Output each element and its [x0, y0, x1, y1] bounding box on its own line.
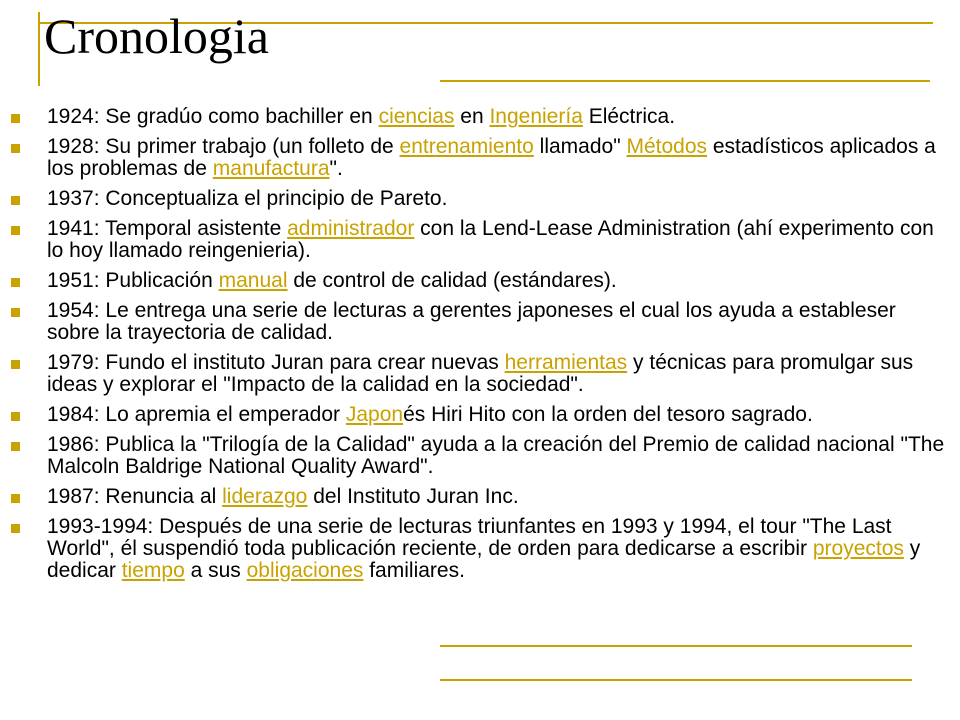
- page-title: Cronologia: [44, 8, 269, 64]
- item-text: del Instituto Juran Inc.: [307, 485, 519, 508]
- accent-bottom-line-2: [440, 679, 912, 681]
- square-bullet-icon: [11, 308, 20, 317]
- hyperlink[interactable]: liderazgo: [222, 485, 308, 508]
- square-bullet-icon: [11, 144, 20, 153]
- item-text: 1928: Su primer trabajo (un folleto de: [47, 135, 400, 158]
- item-text: 1986: Publica la "Trilogía de la Calidad" ayuda a la creación del Premio de calidad nacional "The Malcoln Baldrige National Quality Award".: [47, 433, 945, 478]
- list-item: [6, 300, 952, 344]
- hyperlink[interactable]: Métodos: [626, 135, 708, 158]
- item-text: de control de calidad (estándares).: [287, 269, 617, 292]
- square-bullet-icon: [11, 442, 20, 451]
- accent-bottom-line: [440, 645, 912, 647]
- square-bullet-icon: [11, 278, 20, 287]
- item-text: familiares.: [363, 559, 465, 582]
- item-text: 1979: Fundo el instituto Juran para crear nuevas: [47, 351, 505, 374]
- item-text: 1937: Conceptualiza el principio de Pareto.: [47, 187, 448, 210]
- item-text: estadísticos aplicados a los problemas de: [47, 135, 936, 180]
- item-text: a sus: [184, 559, 247, 582]
- item-text: 1993-1994: Después de una serie de lecturas triunfantes en 1993 y 1994, el tour "The Last World", él suspendió toda publicación reciente, de orden para dedicarse a escribir: [47, 515, 892, 560]
- item-text: 1954: Le entrega una serie de lecturas a gerentes japoneses el cual los ayuda a estableser sobre la trayectoria de calidad.: [47, 299, 896, 344]
- item-text: 1941: Temporal asistente: [47, 217, 288, 240]
- hyperlink[interactable]: herramientas: [504, 351, 628, 374]
- square-bullet-icon: [11, 494, 20, 503]
- square-bullet-icon: [11, 360, 20, 369]
- item-text: 1924: Se gradúo como bachiller en: [47, 105, 379, 128]
- item-text: y dedicar: [47, 537, 921, 582]
- square-bullet-icon: [11, 114, 20, 123]
- list-item: [6, 270, 952, 292]
- accent-title-underline: [440, 80, 930, 82]
- list-item: [6, 136, 952, 180]
- hyperlink[interactable]: entrenamiento: [399, 135, 534, 158]
- list-item: [6, 516, 952, 582]
- list-item: [6, 218, 952, 262]
- item-text: és Hiri Hito con la orden del tesoro sagrado.: [403, 403, 813, 426]
- item-text: 1984: Lo apremia el emperador: [47, 403, 346, 426]
- hyperlink[interactable]: proyectos: [812, 537, 904, 560]
- hyperlink[interactable]: Japon: [345, 403, 404, 426]
- list-item: [6, 486, 952, 508]
- list-item: [6, 434, 952, 478]
- square-bullet-icon: [11, 226, 20, 235]
- list-item: [6, 106, 952, 128]
- item-text: y técnicas para promulgar sus ideas y explorar el "Impacto de la calidad en la sociedad".: [47, 351, 914, 396]
- hyperlink[interactable]: ciencias: [378, 105, 455, 128]
- hyperlink[interactable]: Ingeniería: [489, 105, 583, 128]
- item-text: 1987: Renuncia al: [47, 485, 223, 508]
- item-text: en: [454, 105, 490, 128]
- list-item: [6, 404, 952, 426]
- item-text: Eléctrica.: [582, 105, 676, 128]
- hyperlink[interactable]: obligaciones: [246, 559, 364, 582]
- item-text: llamado": [533, 135, 627, 158]
- item-text: con la Lend-Lease Administration (ahí experimento con lo hoy llamado reingenieria).: [47, 217, 934, 262]
- list-item: [6, 188, 952, 210]
- item-text: ".: [329, 157, 343, 180]
- hyperlink[interactable]: manual: [218, 269, 288, 292]
- timeline-list: [6, 106, 952, 590]
- hyperlink[interactable]: tiempo: [121, 559, 185, 582]
- hyperlink[interactable]: administrador: [287, 217, 415, 240]
- square-bullet-icon: [11, 196, 20, 205]
- item-text: 1951: Publicación: [47, 269, 219, 292]
- list-item: [6, 352, 952, 396]
- hyperlink[interactable]: manufactura: [212, 157, 330, 180]
- square-bullet-icon: [11, 412, 20, 421]
- square-bullet-icon: [11, 524, 20, 533]
